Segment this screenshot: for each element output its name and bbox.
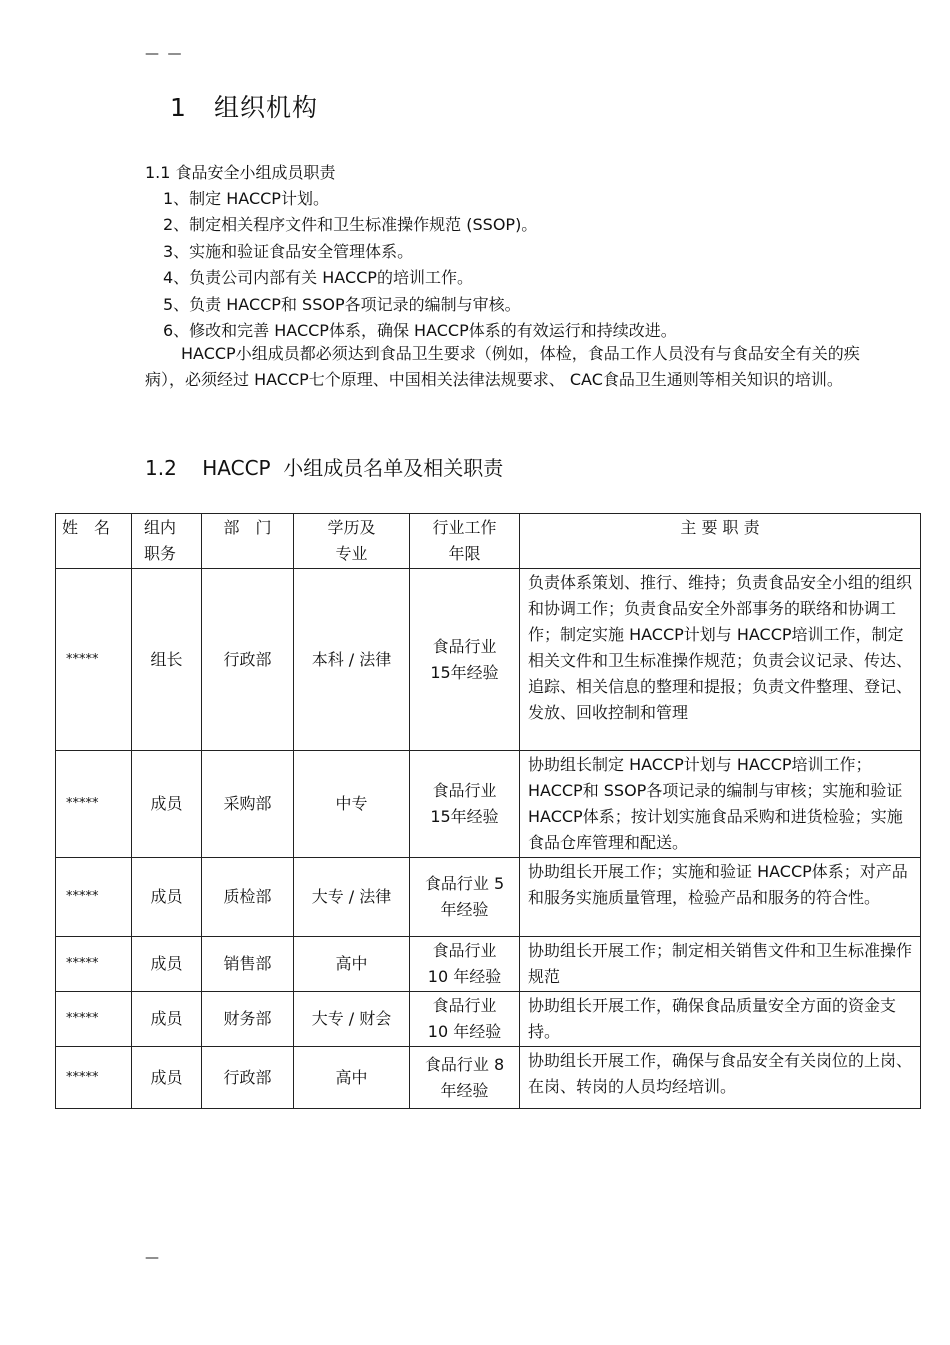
header-role (132, 514, 202, 569)
member-role: 成员 (132, 992, 202, 1047)
member-edu: 中专 (294, 751, 410, 858)
member-edu: 大专 / 财会 (294, 992, 410, 1047)
duty-item: 1、制定 HACCP计划。 (163, 189, 329, 208)
duty-item: 5、负责 HACCP和 SSOP各项记录的编制与审核。 (163, 294, 521, 314)
members-table (55, 513, 921, 1109)
member-years (410, 937, 520, 992)
member-role: 成员 (132, 858, 202, 937)
member-dept: 行政部 (202, 1047, 294, 1109)
member-years (410, 858, 520, 937)
member-years-text: 食品行业 5 年经验 (424, 874, 505, 919)
member-duty: 负责体系策划、推行、维持；负责食品安全小组的组织和协调工作；负责食品安全外部事务的联络和协调工作；制定实施 HACCP计划与 HACCP培训工作，制定相关文件和卫生标准操作规范；负责会议记录、传达、追踪、相关信息的整理和提报；负责文件整理、登记、发放、回收控制和管理 (520, 569, 921, 751)
member-name: ***** (56, 1047, 132, 1109)
member-dept: 质检部 (202, 858, 294, 937)
member-name: ***** (56, 858, 132, 937)
header-name: 姓 名 (56, 514, 132, 569)
table-row (56, 751, 921, 858)
member-dept: 财务部 (202, 992, 294, 1047)
header-duties: 主 要 职 责 (520, 514, 921, 569)
member-edu: 高中 (294, 1047, 410, 1109)
table-header-row (56, 514, 921, 569)
member-years-text: 食品行业 15年经验 (430, 781, 499, 826)
member-duty: 协助组长开展工作，确保食品质量安全方面的资金支持。 (520, 992, 921, 1047)
table-row (56, 1047, 921, 1109)
header-role-text: 组内 职务 (144, 518, 177, 563)
duty-item: 2、制定相关程序文件和卫生标准操作规范 (SSOP)。 (163, 215, 538, 235)
requirements-paragraph: HACCP小组成员都必须达到食品卫生要求（例如，体检，食品工作人员没有与食品安全有关的疾病），必须经过 HACCP七个原理、中国相关法律法规要求、 CAC食品卫生通则等相关知识的培训。 (145, 344, 860, 390)
member-years-text: 食品行业 15年经验 (430, 636, 499, 682)
member-years-text: 食品行业 8 年经验 (424, 1054, 505, 1100)
member-duty: 协助组长开展工作，确保与食品安全有关岗位的上岗、在岗、转岗的人员均经培训。 (520, 1047, 921, 1109)
member-edu: 本科 / 法律 (294, 569, 410, 751)
header-years (410, 514, 520, 569)
table-row (56, 569, 921, 751)
header-dept: 部 门 (202, 514, 294, 569)
table-row (56, 858, 921, 937)
duty-list (163, 186, 677, 344)
member-name: ***** (56, 569, 132, 751)
member-role: 成员 (132, 751, 202, 858)
member-dept: 销售部 (202, 937, 294, 992)
member-name: ***** (56, 937, 132, 992)
chapter-number: 1 (170, 93, 187, 122)
member-name: ***** (56, 992, 132, 1047)
footer-mark: — (145, 1250, 161, 1266)
member-years (410, 751, 520, 858)
section-1-title: 1.1 食品安全小组成员职责 (145, 163, 336, 182)
member-role: 组长 (132, 569, 202, 751)
duty-item: 4、负责公司内部有关 HACCP的培训工作。 (163, 268, 473, 288)
member-edu: 高中 (294, 937, 410, 992)
table-row (56, 937, 921, 992)
chapter-title: 组织机构 (214, 93, 319, 122)
member-role: 成员 (132, 1047, 202, 1109)
member-duty: 协助组长制定 HACCP计划与 HACCP培训工作；HACCP和 SSOP各项记录的编制与审核；实施和验证 HACCP体系；按计划实施食品采购和进货检验；实施食品仓库管理和配送。 (520, 751, 921, 858)
header-years-text: 行业工作 年限 (432, 518, 497, 563)
member-duty: 协助组长开展工作；实施和验证 HACCP体系；对产品和服务实施质量管理，检验产品和服务的符合性。 (520, 858, 921, 937)
member-name: ***** (56, 751, 132, 858)
table-row (56, 992, 921, 1047)
duty-item: 6、修改和完善 HACCP体系，确保 HACCP体系的有效运行和持续改进。 (163, 320, 677, 340)
member-years-text: 食品行业 10 年经验 (427, 996, 502, 1041)
member-role: 成员 (132, 937, 202, 992)
member-edu: 大专 / 法律 (294, 858, 410, 937)
member-years (410, 569, 520, 751)
member-years-text: 食品行业 10 年经验 (427, 941, 502, 986)
header-edu-text: 学历及 专业 (327, 518, 376, 563)
member-years (410, 992, 520, 1047)
duty-item: 3、实施和验证食品安全管理体系。 (163, 241, 414, 261)
member-duty: 协助组长开展工作；制定相关销售文件和卫生标准操作规范 (520, 937, 921, 992)
member-dept: 行政部 (202, 569, 294, 751)
member-years (410, 1047, 520, 1109)
header-mark: — — (145, 46, 184, 62)
chapter-heading (170, 88, 318, 124)
header-edu (294, 514, 410, 569)
section-2-title: 1.2 HACCP 小组成员名单及相关职责 (145, 456, 504, 480)
member-dept: 采购部 (202, 751, 294, 858)
